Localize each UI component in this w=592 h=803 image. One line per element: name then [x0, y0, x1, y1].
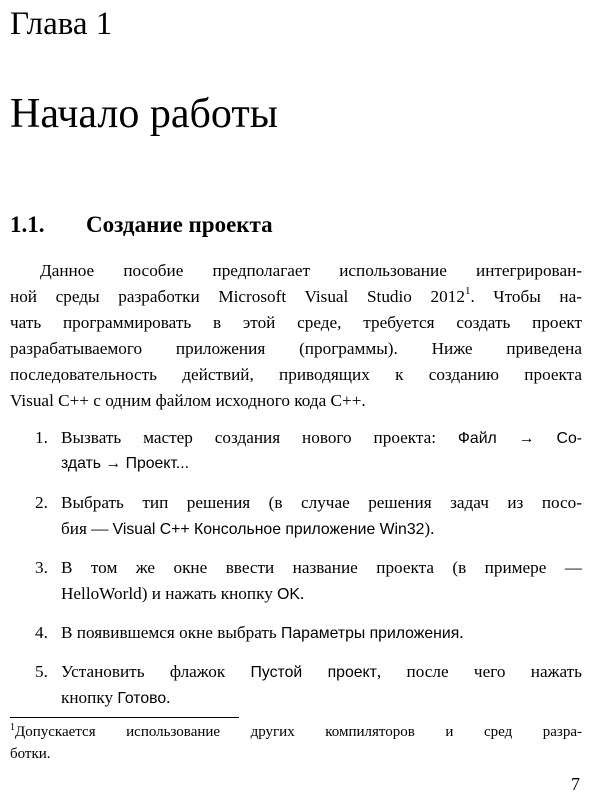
- list-item: [10, 659, 582, 711]
- list-marker: 1.: [35, 428, 48, 447]
- footnote-line: ботки.: [10, 746, 51, 762]
- list-text: .: [299, 584, 305, 603]
- paragraph-line: разрабатываемого приложения (программы). Ниже приведена: [10, 339, 582, 358]
- footnote-text: Допускается использование других компиляторов и сред разра-: [15, 724, 582, 740]
- list-item: [10, 555, 582, 607]
- paragraph-line: Данное пособие предполагает использование интегрирован-: [40, 261, 582, 280]
- list-marker: 5.: [35, 662, 48, 681]
- list-line: [61, 516, 582, 542]
- list-text: ).: [424, 519, 435, 538]
- chapter-title: Начало работы: [10, 91, 278, 137]
- section-heading: [10, 210, 273, 240]
- list-text: бия —: [61, 519, 113, 538]
- list-line: Выбрать тип решения (в случае решения задач из посо-: [61, 493, 582, 512]
- footnote-line: [10, 721, 582, 743]
- paragraph-text: . Чтобы на-: [470, 287, 582, 306]
- ui-label: Готово: [117, 690, 167, 707]
- section-title: Создание проекта: [86, 212, 273, 237]
- ui-label: Параметры приложения: [281, 625, 460, 642]
- list-line: В том же окне ввести название проекта (в примере —: [61, 558, 582, 577]
- ui-label: OK: [277, 586, 300, 603]
- list-text: HelloWorld) и нажать кнопку: [61, 584, 278, 603]
- list-item: [10, 490, 582, 542]
- paragraph-line: [10, 284, 582, 310]
- steps-list: [10, 425, 582, 724]
- list-item: [10, 620, 582, 646]
- intro-paragraph: [10, 258, 582, 414]
- page-number: 7: [571, 774, 580, 794]
- list-text: , после чего нажать: [376, 662, 582, 681]
- list-marker: 4.: [35, 623, 48, 642]
- list-item: [10, 425, 582, 477]
- chapter-label: Глава 1: [10, 6, 113, 42]
- list-text: .: [166, 688, 171, 707]
- list-text: Установить флажок: [61, 662, 251, 681]
- list-marker: 2.: [35, 493, 48, 512]
- footnote: [10, 721, 582, 765]
- footnote-reference: 1: [464, 285, 471, 297]
- footnote-divider: [10, 717, 239, 718]
- footnote-mark: 1: [10, 722, 15, 733]
- ui-label: Пустой проект: [250, 664, 377, 681]
- list-text: В появившемся окне выбрать: [61, 623, 282, 642]
- list-line: [61, 620, 582, 646]
- list-line: [61, 659, 582, 685]
- paragraph-line: чать программировать в этой среде, требуется создать проект: [10, 313, 582, 332]
- list-text: Вызвать мастер создания нового проекта:: [61, 428, 458, 447]
- list-text: .: [459, 623, 464, 642]
- paragraph-text: ной среды разработки Microsoft Visual Studio 2012: [10, 287, 465, 306]
- paragraph-line: последовательность действий, приводящих к созданию проекта: [10, 365, 582, 384]
- list-text: кнопку: [61, 688, 118, 707]
- list-line: [61, 685, 582, 711]
- list-line: [61, 425, 582, 451]
- menu-path: Файл → Со-: [457, 430, 582, 447]
- section-number: 1.1.: [10, 212, 45, 237]
- list-line: [61, 581, 582, 607]
- ui-label: Visual C++ Консольное приложение Win32: [112, 521, 425, 538]
- menu-path: здать → Проект...: [61, 455, 190, 472]
- list-marker: 3.: [35, 558, 48, 577]
- paragraph-line: Visual C++ с одним файлом исходного кода C++.: [10, 391, 366, 410]
